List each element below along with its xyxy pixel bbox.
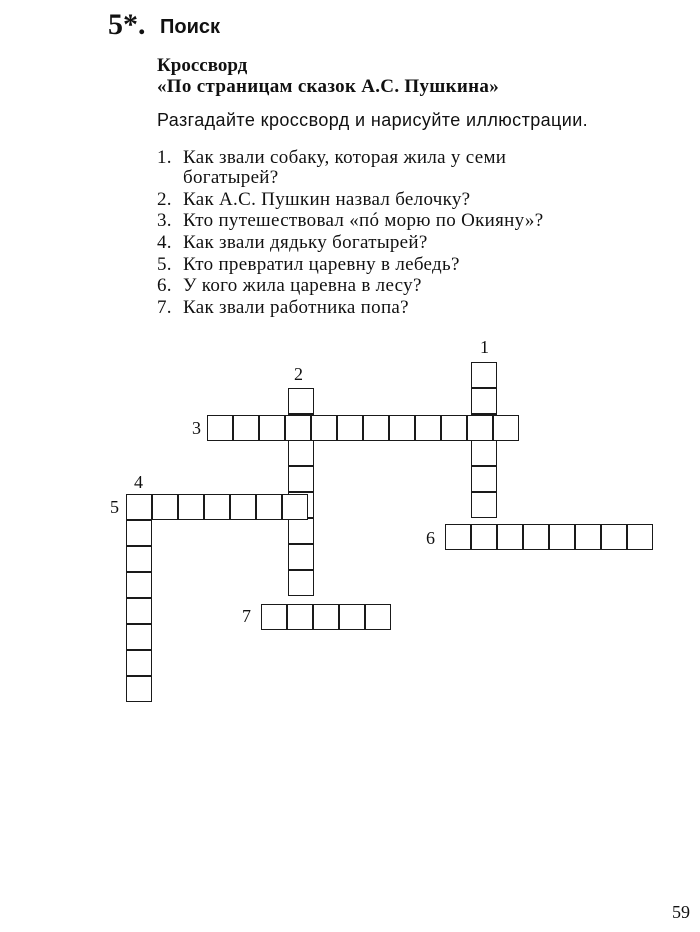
question-7: 7. Как звали работника попа? xyxy=(157,297,409,318)
word-1-cell[interactable] xyxy=(471,466,497,492)
word-2-cell[interactable] xyxy=(288,388,314,414)
word-7-cell[interactable] xyxy=(313,604,339,630)
word-6-cell[interactable] xyxy=(627,524,653,550)
question-1: 1. Как звали собаку, которая жила у семи xyxy=(157,147,507,168)
clue-number-1: 1 xyxy=(480,337,489,357)
word-1-cell[interactable] xyxy=(471,388,497,414)
word-3-cell[interactable] xyxy=(493,415,519,441)
word-1-cell[interactable] xyxy=(471,362,497,388)
word-6-cell[interactable] xyxy=(523,524,549,550)
question-3: 3. Кто путешествовал «пó морю по Окияну»? xyxy=(157,210,544,231)
question-4: 4. Как звали дядьку богатырей? xyxy=(157,232,428,253)
word-3-cell[interactable] xyxy=(441,415,467,441)
word-3-cell[interactable] xyxy=(389,415,415,441)
question-1-continuation: богатырей? xyxy=(183,167,279,188)
word-7-cell[interactable] xyxy=(261,604,287,630)
word-1-cell[interactable] xyxy=(471,492,497,518)
word-6-cell[interactable] xyxy=(601,524,627,550)
word-4-cell[interactable] xyxy=(126,520,152,546)
crossword-subtitle: «По страницам сказок А.С. Пушкина» xyxy=(157,76,499,97)
word-4-cell[interactable] xyxy=(126,650,152,676)
word-4-cell[interactable] xyxy=(126,494,152,520)
crossword-title: Кроссворд xyxy=(157,55,248,76)
word-3-cell[interactable] xyxy=(259,415,285,441)
word-3-cell[interactable] xyxy=(415,415,441,441)
page-number: 59 xyxy=(672,902,690,922)
word-5-cell[interactable] xyxy=(282,494,308,520)
word-4-cell[interactable] xyxy=(126,572,152,598)
word-6-cell[interactable] xyxy=(445,524,471,550)
word-6-cell[interactable] xyxy=(549,524,575,550)
task-number: 5*. xyxy=(108,8,146,41)
word-2-cell[interactable] xyxy=(288,466,314,492)
word-4-cell[interactable] xyxy=(126,598,152,624)
instruction: Разгадайте кроссворд и нарисуйте иллюстрации. xyxy=(157,110,589,130)
clue-number-3: 3 xyxy=(192,418,201,438)
question-6: 6. У кого жила царевна в лесу? xyxy=(157,275,422,296)
word-2-cell[interactable] xyxy=(288,570,314,596)
word-3-cell[interactable] xyxy=(337,415,363,441)
word-5-cell[interactable] xyxy=(204,494,230,520)
word-2-cell[interactable] xyxy=(288,440,314,466)
task-title: Поиск xyxy=(160,16,221,38)
word-6-cell[interactable] xyxy=(575,524,601,550)
clue-number-6: 6 xyxy=(426,528,435,548)
word-3-cell[interactable] xyxy=(467,415,493,441)
word-5-cell[interactable] xyxy=(152,494,178,520)
word-2-cell[interactable] xyxy=(288,518,314,544)
word-3-cell[interactable] xyxy=(233,415,259,441)
word-4-cell[interactable] xyxy=(126,676,152,702)
clue-number-7: 7 xyxy=(242,606,251,626)
word-6-cell[interactable] xyxy=(497,524,523,550)
word-3-cell[interactable] xyxy=(311,415,337,441)
word-4-cell[interactable] xyxy=(126,546,152,572)
word-3-cell[interactable] xyxy=(363,415,389,441)
word-5-cell[interactable] xyxy=(256,494,282,520)
question-5: 5. Кто превратил царевну в лебедь? xyxy=(157,254,460,275)
clue-number-4: 4 xyxy=(134,472,143,492)
clue-number-5: 5 xyxy=(110,497,119,517)
word-3-cell[interactable] xyxy=(207,415,233,441)
clue-number-2: 2 xyxy=(294,364,303,384)
word-6-cell[interactable] xyxy=(471,524,497,550)
word-5-cell[interactable] xyxy=(178,494,204,520)
word-4-cell[interactable] xyxy=(126,624,152,650)
word-5-cell[interactable] xyxy=(230,494,256,520)
word-7-cell[interactable] xyxy=(365,604,391,630)
question-2: 2. Как А.С. Пушкин назвал белочку? xyxy=(157,189,471,210)
word-3-cell[interactable] xyxy=(285,415,311,441)
word-2-cell[interactable] xyxy=(288,544,314,570)
word-1-cell[interactable] xyxy=(471,440,497,466)
word-7-cell[interactable] xyxy=(287,604,313,630)
word-7-cell[interactable] xyxy=(339,604,365,630)
